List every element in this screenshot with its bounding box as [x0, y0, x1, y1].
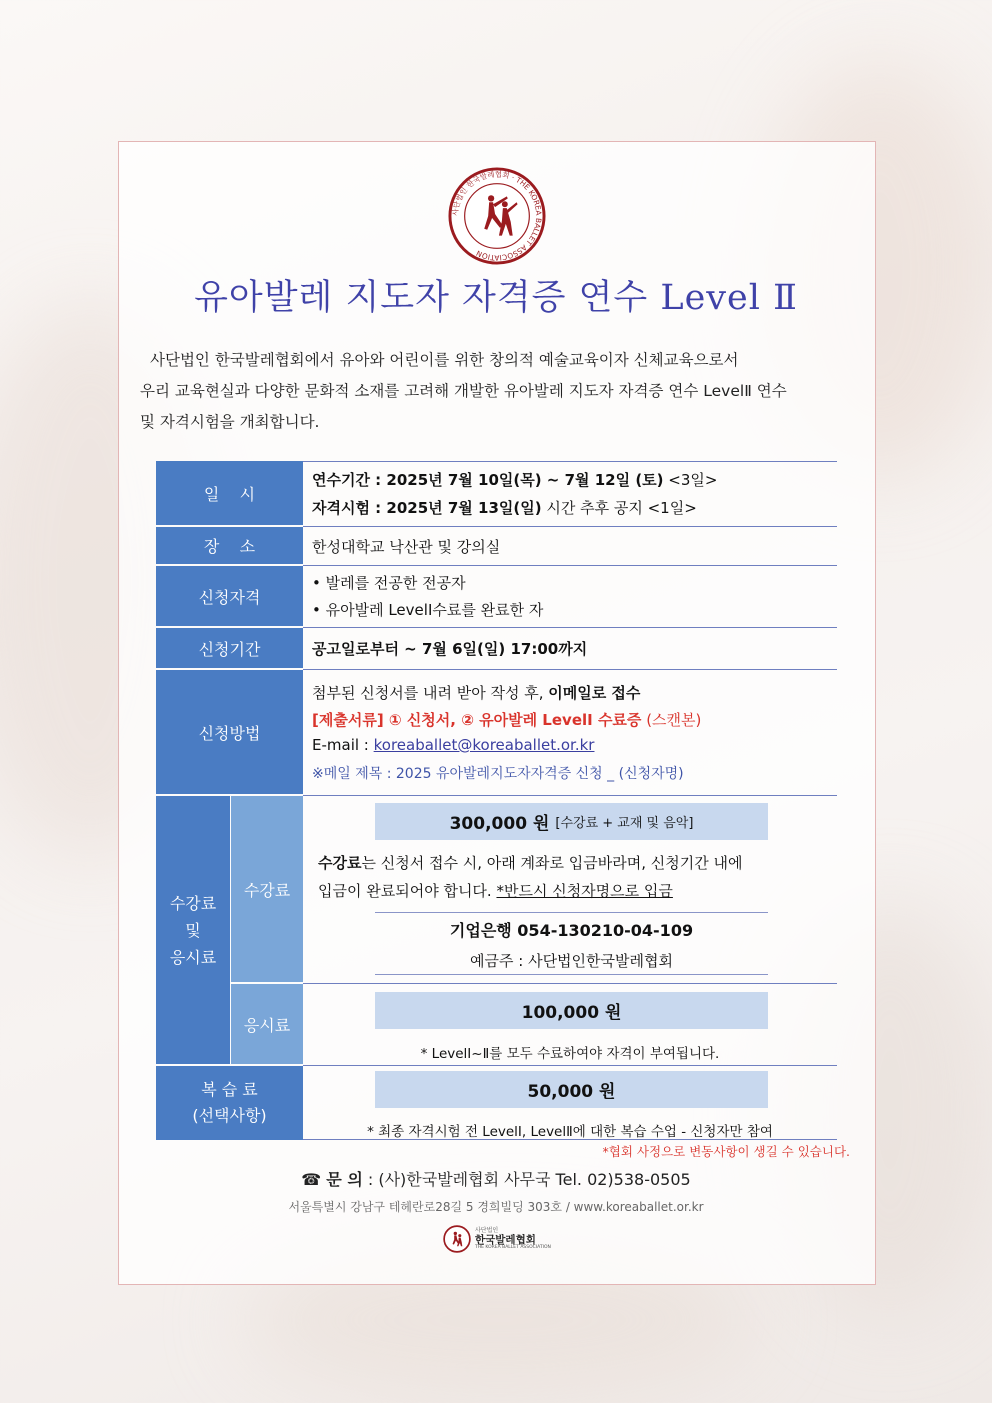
label-text: 수강료 [243, 880, 291, 900]
label-exam [231, 984, 303, 1064]
email-link[interactable]: koreaballet@koreaballet.or.kr [373, 736, 595, 754]
label-text: 장 소 [203, 537, 256, 556]
label-period [156, 628, 303, 668]
date-training-value: 연수기간 : 2025년 7월 10일(목) ~ 7월 12일 (토) [312, 471, 664, 489]
tuition-desc [318, 880, 673, 901]
tuition-desc-text: 입금이 완료되어야 합니다. [318, 882, 497, 900]
label-text: 신청자격 [198, 587, 261, 607]
table-divider [303, 526, 837, 527]
label-text: 수강료 [169, 893, 217, 913]
change-notice: *협회 사정으로 변동사항이 생길 수 있습니다. [602, 1144, 850, 1159]
method-text: 첨부된 신청서를 내려 받아 작성 후, [312, 684, 549, 702]
label-text: 응시료 [243, 1015, 291, 1035]
intro-line: 사단법인 한국발레협회에서 유아와 어린이를 위한 창의적 예술교육이자 신체교육으로서 [150, 351, 739, 369]
method-note: ※메일 제목 : 2025 유아발레지도자자격증 신청 _ (신청자명) [312, 766, 684, 782]
account-holder: 예금주 : 사단법인한국발레협회 [470, 952, 673, 970]
tuition-desc-emphasis: 수강료 [318, 854, 362, 872]
label-text: 신청기간 [198, 639, 261, 659]
intro-line: 우리 교육현실과 다양한 문화적 소재를 고려해 개발한 유아발레 지도자 자격증 연수 LevelⅡ 연수 [140, 382, 787, 400]
contact-line [0, 1167, 992, 1190]
table-divider [303, 565, 837, 566]
footer-logo-small: 사단법인 [475, 1226, 499, 1234]
eligibility-item: • 발레를 전공한 전공자 [312, 574, 466, 592]
label-method [156, 670, 303, 794]
date-exam [312, 497, 697, 518]
period-value: 공고일로부터 ~ 7월 6일(일) 17:00까지 [312, 640, 588, 658]
tuition-amount: 300,000 원 [449, 814, 550, 834]
bank-divider [375, 974, 768, 975]
exam-note: * LevelⅠ~Ⅱ를 모두 수료하여야 자격이 부여됩니다. [420, 1046, 720, 1062]
table-divider [303, 669, 837, 670]
email-label: E-mail : [312, 736, 374, 754]
label-tuition [231, 796, 303, 982]
review-amount: 50,000 원 [527, 1082, 616, 1102]
eligibility-item: • 유아발레 LevelⅠ수료를 완료한 자 [312, 601, 544, 619]
label-review [156, 1066, 303, 1140]
method-emphasis: 이메일로 접수 [548, 684, 641, 702]
review-amount-box [375, 1071, 768, 1108]
label-text: 및 [185, 920, 201, 940]
exam-amount-box [375, 992, 768, 1029]
footer-logo [443, 1223, 563, 1255]
intro-line: 및 자격시험을 개최합니다. [140, 413, 320, 431]
tuition-amount-note: [수강료 + 교재 및 음악] [555, 816, 694, 831]
address: 서울특별시 강남구 테헤란로28길 5 경희빌딩 303호 / www.koreaballet.or.kr [288, 1200, 704, 1214]
tuition-desc-text: 는 신청서 접수 시, 아래 계좌로 입금바라며, 신청기간 내에 [361, 854, 743, 872]
association-logo [448, 167, 546, 265]
tuition-amount-box [375, 803, 768, 840]
label-text: 신청방법 [198, 723, 261, 743]
intro-paragraph [140, 345, 856, 438]
table-divider [303, 627, 837, 628]
tuition-desc-warning: *반드시 신청자명으로 입금 [496, 882, 673, 900]
tuition-desc [318, 852, 830, 873]
svg-text:사단법인 한국발레협회 · THE KOREA BALLET: 사단법인 한국발레협회 · THE KOREA BALLET ASSOCIATION [450, 169, 544, 263]
date-training [312, 469, 717, 490]
label-place [156, 527, 303, 564]
place-value: 한성대학교 낙산관 및 강의실 [312, 538, 501, 556]
date-exam-duration: 시간 추후 공지 <1일> [541, 499, 697, 517]
method-email [312, 736, 594, 754]
footer-logo-icon [443, 1225, 471, 1253]
date-training-duration: <3일> [663, 471, 718, 489]
documents-scan: (스캔본) [641, 711, 702, 729]
label-eligibility [156, 566, 303, 626]
label-text: 복 습 료 [201, 1080, 258, 1099]
documents-list: [제출서류] ① 신청서, ② 유아발레 LevelⅠ 수료증 [312, 711, 642, 729]
phone-icon: ☎ [301, 1170, 322, 1189]
bank-divider [375, 912, 768, 913]
table-divider [303, 983, 837, 984]
bank-account: 기업은행 054-130210-04-109 [449, 921, 694, 940]
table-divider [303, 795, 837, 796]
label-text: 응시료 [169, 947, 217, 967]
label-fees-group [156, 796, 230, 1064]
table-divider [303, 1065, 837, 1066]
method-documents [312, 709, 701, 730]
label-date [156, 461, 303, 525]
footer-logo-text [475, 1228, 551, 1251]
contact-label: 문 의 [326, 1170, 363, 1189]
footer-logo-english: THE KOREA BALLET ASSOCIATION [475, 1245, 551, 1250]
table-divider [303, 461, 837, 462]
page-title: 유아발레 지도자 자격증 연수 Level Ⅱ [194, 278, 798, 318]
label-text: 일 시 [203, 484, 256, 504]
review-note: * 최종 자격시험 전 LevelⅠ, LevelⅡ에 대한 복습 수업 - 신청자만 참여 [367, 1124, 773, 1140]
exam-amount: 100,000 원 [521, 1003, 622, 1023]
footer-logo-name: 한국발레협회 [475, 1233, 536, 1246]
method-line [312, 682, 640, 703]
date-exam-value: 자격시험 : 2025년 7월 13일(일) [312, 499, 542, 517]
label-text: (선택사항) [192, 1106, 267, 1125]
contact-value: : (사)한국발레협회 사무국 Tel. 02)538-0505 [362, 1170, 691, 1189]
